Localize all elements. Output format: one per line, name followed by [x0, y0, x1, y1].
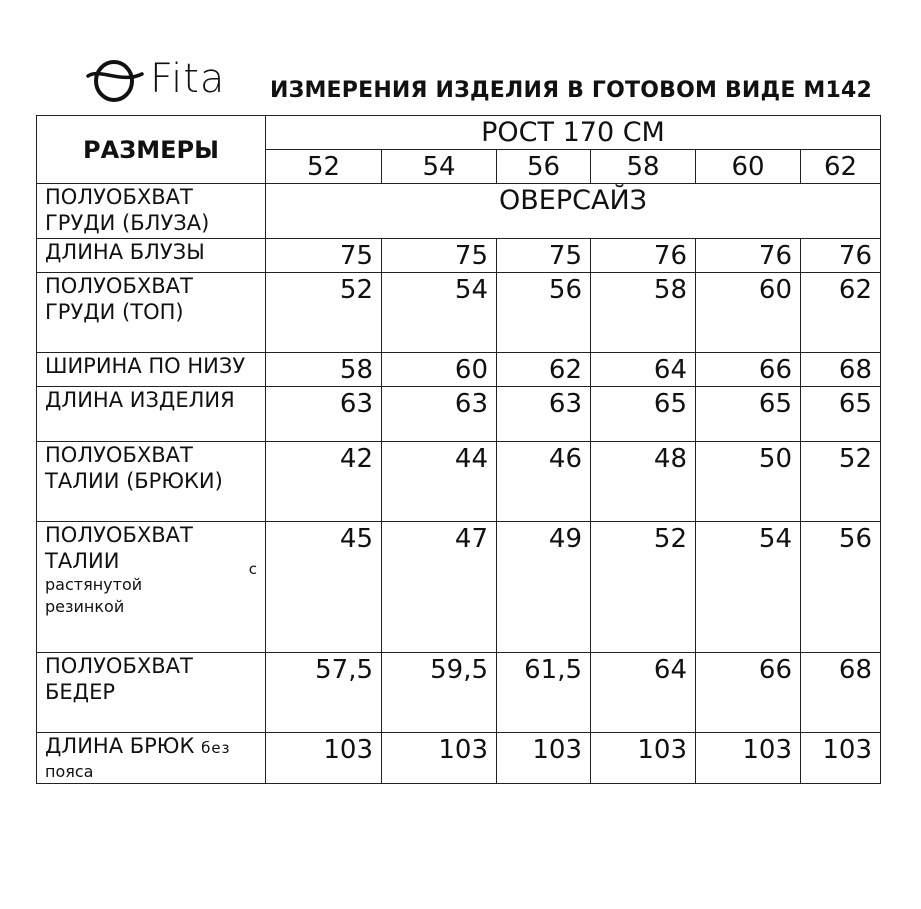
value-cell: 52	[801, 442, 881, 522]
row-label-line: ГРУДИ (ТОП)	[45, 300, 184, 324]
table-row	[37, 522, 881, 653]
value-cell: 59,5	[382, 653, 497, 733]
value-cell: 54	[382, 273, 497, 353]
row-label-line: ДЛИНА БРЮК без	[45, 734, 231, 758]
size-header-56: 56	[497, 150, 591, 184]
value-cell: 103	[591, 733, 696, 784]
value-cell: 64	[591, 353, 696, 387]
value-cell: 62	[801, 273, 881, 353]
page-title: ИЗМЕРЕНИЯ ИЗДЕЛИЯ В ГОТОВОМ ВИДЕ М142	[270, 78, 873, 103]
size-table	[36, 115, 881, 784]
value-cell: 103	[801, 733, 881, 784]
value-cell: 52	[591, 522, 696, 653]
row-label	[37, 184, 266, 239]
row-label-note-line: растянутой	[45, 575, 143, 594]
value-cell: 65	[801, 387, 881, 442]
row-label-line: ПОЛУОБХВАТ	[45, 185, 193, 209]
row-label-line: ГРУДИ (БЛУЗА)	[45, 211, 210, 235]
value-cell: 103	[266, 733, 382, 784]
value-cell: 75	[497, 239, 591, 273]
value-cell: 103	[497, 733, 591, 784]
brand-name: Fita	[150, 56, 226, 102]
row-label-line: ПОЛУОБХВАТ	[45, 654, 193, 678]
value-cell: 48	[591, 442, 696, 522]
table-row	[37, 239, 881, 273]
table-row	[37, 353, 881, 387]
row-label-line: ПОЛУОБХВАТ	[45, 443, 193, 467]
row-label-line: ПОЛУОБХВАТ	[45, 274, 193, 298]
row-label	[37, 733, 266, 784]
row-label	[37, 442, 266, 522]
table-row	[37, 733, 881, 784]
oversize-cell: ОВЕРСАЙЗ	[266, 184, 881, 239]
table-row	[37, 653, 881, 733]
row-label	[37, 653, 266, 733]
table-row	[37, 184, 881, 239]
row-label-line: ТАЛИИ (БРЮКИ)	[45, 469, 223, 493]
value-cell: 42	[266, 442, 382, 522]
value-cell: 54	[696, 522, 801, 653]
row-label-note-line: пояса	[45, 762, 94, 781]
table-row	[37, 273, 881, 353]
size-header-58: 58	[591, 150, 696, 184]
row-label-line: ПОЛУОБХВАТ	[45, 523, 193, 547]
value-cell: 63	[266, 387, 382, 442]
value-cell: 61,5	[497, 653, 591, 733]
value-cell: 60	[382, 353, 497, 387]
value-cell: 56	[801, 522, 881, 653]
value-cell: 76	[696, 239, 801, 273]
row-label-line: ДЛИНА ИЗДЕЛИЯ	[45, 388, 235, 412]
value-cell: 65	[591, 387, 696, 442]
value-cell: 57,5	[266, 653, 382, 733]
row-label	[37, 522, 266, 653]
value-cell: 65	[696, 387, 801, 442]
value-cell: 52	[266, 273, 382, 353]
row-label-note-line: резинкой	[45, 597, 125, 616]
value-cell: 103	[696, 733, 801, 784]
size-header-60: 60	[696, 150, 801, 184]
value-cell: 45	[266, 522, 382, 653]
row-label-note: с	[248, 560, 257, 578]
row-label-line: БЕДЕР	[45, 680, 116, 704]
value-cell: 64	[591, 653, 696, 733]
value-cell: 56	[497, 273, 591, 353]
value-cell: 49	[497, 522, 591, 653]
row-label-note: без	[201, 739, 231, 757]
value-cell: 75	[266, 239, 382, 273]
value-cell: 44	[382, 442, 497, 522]
size-header-52: 52	[266, 150, 382, 184]
row-label	[37, 239, 266, 273]
fita-logo-icon	[86, 54, 144, 104]
value-cell: 63	[382, 387, 497, 442]
value-cell: 46	[497, 442, 591, 522]
value-cell: 58	[591, 273, 696, 353]
row-label-line: ШИРИНА ПО НИЗУ	[45, 354, 246, 378]
sizes-header-label: РАЗМЕРЫ	[37, 116, 266, 184]
value-cell: 103	[382, 733, 497, 784]
value-cell: 58	[266, 353, 382, 387]
value-cell: 75	[382, 239, 497, 273]
brand-logo	[86, 54, 225, 104]
value-cell: 50	[696, 442, 801, 522]
value-cell: 60	[696, 273, 801, 353]
value-cell: 66	[696, 353, 801, 387]
table-row	[37, 442, 881, 522]
row-label	[37, 387, 266, 442]
table-row	[37, 387, 881, 442]
row-label	[37, 353, 266, 387]
value-cell: 76	[591, 239, 696, 273]
size-header-54: 54	[382, 150, 497, 184]
value-cell: 62	[497, 353, 591, 387]
value-cell: 63	[497, 387, 591, 442]
value-cell: 47	[382, 522, 497, 653]
row-label	[37, 273, 266, 353]
value-cell: 68	[801, 653, 881, 733]
value-cell: 66	[696, 653, 801, 733]
size-header-62: 62	[801, 150, 881, 184]
row-label-line: ДЛИНА БЛУЗЫ	[45, 240, 205, 264]
row-label-line: с ТАЛИИ	[45, 548, 265, 574]
value-cell: 76	[801, 239, 881, 273]
value-cell: 68	[801, 353, 881, 387]
growth-header: РОСТ 170 СМ	[266, 116, 881, 150]
